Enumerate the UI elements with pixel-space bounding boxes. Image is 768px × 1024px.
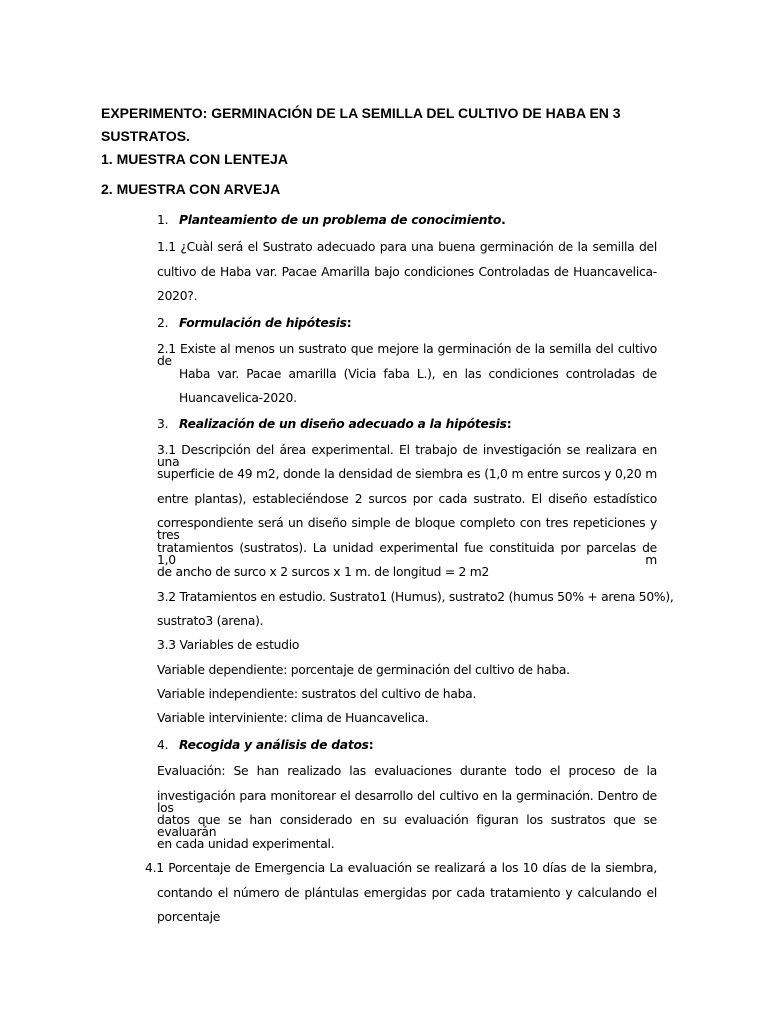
section-2-paragraph-line-1: 2.1 Existe al menos un sustrato que mejore la germinación de la semilla del cultivo de — [157, 342, 657, 369]
section-2-title-suffix: : — [346, 316, 352, 330]
section-2-paragraph-line-2: Haba var. Pacae amarilla (Vicia faba L.), en las condiciones controladas de — [179, 367, 657, 381]
section-3-title: Realización de un diseño adecuado a la hipótesis — [179, 417, 507, 431]
independent-variable: Variable independiente: sustratos del cultivo de haba. — [157, 687, 477, 701]
section-4-emergence-line-1: 4.1 Porcentaje de Emergencia La evaluación se realizará a los 10 días de la siembra, — [145, 861, 657, 875]
section-3-paragraph-line-2: superficie de 49 m2, donde la densidad de siembra es (1,0 m entre surcos y 0,20 m — [157, 467, 657, 481]
section-4-emergence-line-3: porcentaje — [157, 910, 221, 924]
section-2-paragraph-line-3: Huancavelica-2020. — [179, 391, 297, 405]
section-3-paragraph-line-4: correspondiente será un diseño simple de bloque completo con tres repeticiones y tres — [157, 516, 657, 543]
section-1-paragraph-line-1: 1.1 ¿Cuàl será el Sustrato adecuado para una buena germinación de la semilla del — [157, 240, 657, 254]
section-1-paragraph-line-3: 2020?. — [157, 289, 198, 303]
section-4-heading — [157, 739, 373, 751]
section-4-evaluation-line-3: datos que se han considerado en su evaluación figuran los sustratos que se evaluarán — [157, 813, 657, 840]
section-3-paragraph-line-5: tratamientos (sustratos). La unidad experimental fue constituida por parcelas de 1,0 m — [157, 541, 657, 568]
section-3-heading — [157, 418, 511, 430]
section-2-number: 2. — [157, 316, 169, 330]
section-2-heading — [157, 317, 351, 329]
section-1-number: 1. — [157, 213, 169, 227]
dependent-variable: Variable dependiente: porcentaje de germinación del cultivo de haba. — [157, 663, 570, 677]
sample-1-heading: 1. MUESTRA CON LENTEJA — [101, 151, 288, 167]
section-3-number: 3. — [157, 417, 169, 431]
section-1-title: Planteamiento de un problema de conocimiento — [179, 213, 502, 227]
title-line-2: SUSTRATOS. — [101, 128, 190, 144]
section-3-paragraph-line-6: de ancho de surco x 2 surcos x 1 m. de longitud = 2 m2 — [157, 565, 490, 579]
sample-2-heading: 2. MUESTRA CON ARVEJA — [101, 181, 281, 197]
section-4-title-suffix: : — [368, 738, 374, 752]
section-4-emergence-line-2: contando el número de plántulas emergidas por cada tratamiento y calculando el — [157, 886, 657, 900]
section-1-heading — [157, 214, 506, 226]
title-line-1: EXPERIMENTO: GERMINACIÓN DE LA SEMILLA DEL CULTIVO DE HABA EN 3 — [101, 105, 621, 121]
section-3-treatments-line-1: 3.2 Tratamientos en estudio. Sustrato1 (Humus), sustrato2 (humus 50% + arena 50%), — [157, 590, 674, 604]
section-2-title: Formulación de hipótesis — [179, 316, 347, 330]
section-4-evaluation-line-2: investigación para monitorear el desarrollo del cultivo en la germinación. Dentro de los — [157, 789, 657, 816]
section-1-title-suffix: . — [501, 213, 506, 227]
section-3-paragraph-line-3: entre plantas), estableciéndose 2 surcos por cada sustrato. El diseño estadístico — [157, 492, 657, 506]
section-4-evaluation-line-1: Evaluación: Se han realizado las evaluaciones durante todo el proceso de la — [157, 764, 657, 778]
section-1-paragraph-line-2: cultivo de Haba var. Pacae Amarilla bajo condiciones Controladas de Huancavelica- — [157, 265, 657, 279]
section-3-variables-heading: 3.3 Variables de estudio — [157, 638, 300, 652]
section-4-title: Recogida y análisis de datos — [179, 738, 369, 752]
section-3-title-suffix: : — [506, 417, 512, 431]
section-4-number: 4. — [157, 738, 169, 752]
intervening-variable: Variable interviniente: clima de Huancavelica. — [157, 711, 429, 725]
section-3-paragraph-line-1: 3.1 Descripción del área experimental. El trabajo de investigación se realizara en una — [157, 443, 657, 470]
section-4-evaluation-line-4: en cada unidad experimental. — [157, 837, 335, 851]
section-3-treatments-line-2: sustrato3 (arena). — [157, 614, 264, 628]
